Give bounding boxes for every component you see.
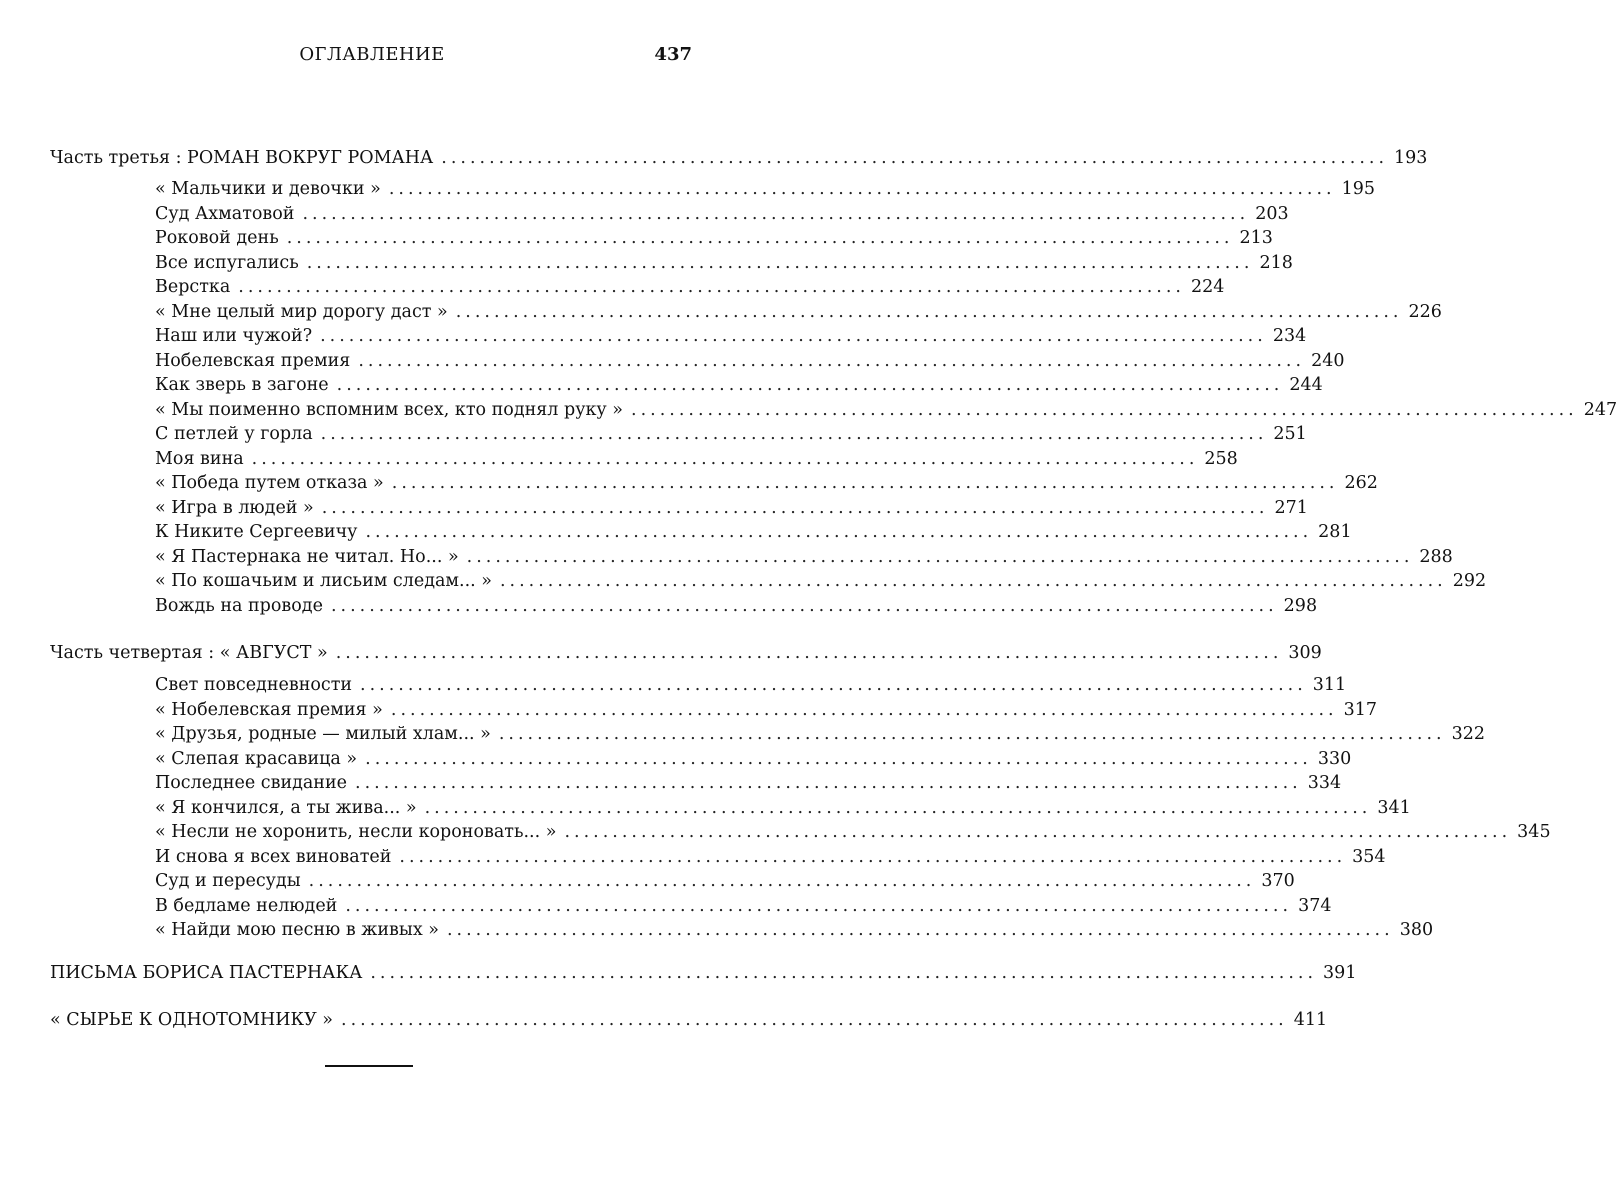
toc-page-number: 195 [1341,179,1375,199]
toc-entry [155,422,1307,446]
toc-entry-title: « Найди мою песню в живых » [155,920,439,940]
dot-leader: ................................................................................................... [399,846,1347,867]
toc-page-number: 247 [1583,399,1617,420]
toc-page-number: 380 [1399,920,1434,940]
toc-entry [155,202,1289,226]
dot-leader: ................................................................................................... [564,822,1512,842]
toc-page-number: 240 [1311,350,1345,371]
toc-entry [155,275,1225,299]
dot-leader: ................................................................................................... [358,350,1306,371]
toc-entry-title: И снова я всех виноватей [155,846,392,867]
toc-page-number: 251 [1273,424,1307,444]
toc-entry-title: Верстка [155,277,231,297]
dot-leader: ................................................................................................... [455,301,1403,322]
toc-page-number: 374 [1298,895,1332,916]
toc-entry-title: « Я кончился, а ты жива... » [155,797,417,818]
closing-rule [325,1065,413,1067]
toc-entry [155,796,1411,820]
toc-page-number: 334 [1307,773,1342,793]
toc-page-number: 193 [1394,148,1428,168]
dot-leader: ................................................................................................... [308,871,1256,891]
toc-entry-title: Нобелевская премия [155,350,351,371]
toc-page-number: 288 [1419,546,1453,567]
toc-entry [155,300,1442,324]
toc-entry [155,349,1345,373]
toc-entry-title: Все испугались [155,252,299,273]
toc-entry-title: Как зверь в загоне [155,375,329,395]
toc-page-number: 298 [1283,595,1318,616]
dot-leader: ................................................................................................... [341,1010,1288,1030]
toc-entry-title: В бедламе нелюдей [155,895,338,916]
toc-entry-title: С петлей у горла [155,424,313,444]
toc-page-number: 370 [1261,871,1295,891]
toc-entry [155,869,1295,893]
toc-page-number: 309 [1288,643,1322,663]
toc-page-number: 218 [1259,252,1293,273]
dot-leader: ................................................................................................... [424,797,1372,818]
toc-entry [155,918,1434,942]
toc-entry [155,520,1352,544]
toc-entry-title: « Нобелевская премия » [155,699,383,720]
toc-page-number: 224 [1191,277,1225,297]
toc-page-number: 354 [1352,846,1386,867]
toc-section-title: « СЫРЬЕ К ОДНОТОМНИКУ » [50,1010,333,1030]
toc-entry [155,771,1342,795]
toc-entry [155,324,1307,348]
toc-page-number: 203 [1255,203,1289,224]
toc-entry [155,698,1377,722]
toc-entry [155,373,1323,397]
dot-leader: ................................................................................................... [466,546,1414,567]
page-title: ОГЛАВЛЕНИЕ [299,44,445,65]
dot-leader: ................................................................................................... [631,399,1578,420]
toc-entry [155,545,1453,569]
toc-entry-title: Последнее свидание [155,773,347,793]
toc-page-number: 317 [1343,699,1377,720]
toc-page-number: 292 [1452,571,1487,591]
dot-leader: ................................................................................................... [360,675,1307,695]
dot-leader: ................................................................................................... [345,895,1293,916]
toc-entry-title: « Несли не хоронить, несли короновать... » [155,822,557,842]
toc-page-number: 322 [1451,724,1485,744]
page-number: 437 [654,44,692,65]
toc-section-raw [50,1008,1328,1032]
toc-entry [155,251,1293,275]
dot-leader: ................................................................................................... [251,448,1199,469]
toc-page-number: 226 [1408,301,1442,322]
toc-page-number: 391 [1323,963,1357,983]
toc-page-number: 271 [1274,497,1308,518]
dot-leader: ................................................................................................... [321,497,1269,518]
toc-page-number: 213 [1239,228,1273,248]
toc-entry [155,496,1308,520]
toc-entry [155,845,1386,869]
toc-entry [155,747,1352,771]
toc-entry [155,177,1375,201]
dot-leader: ................................................................................................... [365,522,1313,542]
dot-leader: ................................................................................................... [441,148,1389,168]
toc-page-number: 244 [1289,375,1323,395]
toc-entry-title: Суд и пересуды [155,871,301,891]
toc-entry-title: « Друзья, родные — милый хлам... » [155,724,491,744]
toc-section-title: ПИСЬМА БОРИСА ПАСТЕРНАКА [50,963,363,983]
dot-leader: ................................................................................................... [320,326,1267,346]
dot-leader: ................................................................................................... [355,773,1302,793]
dot-leader: ................................................................................................... [335,643,1283,663]
toc-entry-title: « Мальчики и девочки » [155,179,381,199]
dot-leader: ................................................................................................... [499,571,1447,591]
toc-page-number: 262 [1344,473,1378,493]
page-header [0,44,744,74]
toc-entry-title: Вождь на проводе [155,595,323,616]
toc-entry-title: « Мы поименно вспомним всех, кто поднял руку » [155,399,623,420]
toc-page-number: 411 [1293,1010,1328,1030]
dot-leader: ................................................................................................... [446,920,1394,940]
toc-section-letters [50,961,1357,985]
dot-leader: ................................................................................................... [390,699,1338,720]
toc-entry-title: « По кошачьим и лисьим следам... » [155,571,492,591]
dot-leader: ................................................................................................... [238,277,1185,297]
toc-entry-title: « Победа путем отказа » [155,473,384,493]
toc-entry-title: « Слепая красавица » [155,748,358,769]
toc-entry [155,894,1332,918]
dot-leader: ................................................................................................... [320,424,1268,444]
toc-page-number: 311 [1312,675,1347,695]
toc-page-number: 258 [1204,448,1238,469]
toc-entry [155,226,1273,250]
toc-part-title: Часть четвертая : « АВГУСТ » [50,643,328,663]
toc-entry-title: « Игра в людей » [155,497,314,518]
toc-entry [155,673,1347,697]
toc-entry-title: « Я Пастернака не читал. Но... » [155,546,459,567]
toc-entry-title: Моя вина [155,448,244,469]
toc-entry-title: Свет повседневности [155,675,353,695]
toc-entry [155,820,1551,844]
toc-page-number: 281 [1318,522,1352,542]
toc-page-number: 330 [1317,748,1352,769]
toc-part-four [50,641,1322,665]
toc-entry [155,398,1617,422]
dot-leader: ................................................................................................... [306,252,1254,273]
dot-leader: ................................................................................................... [286,228,1234,248]
toc-entry-title: Суд Ахматовой [155,203,295,224]
dot-leader: ................................................................................................... [330,595,1278,616]
toc-part-three [50,146,1428,170]
toc-part-title: Часть третья : РОМАН ВОКРУГ РОМАНА [50,148,434,168]
dot-leader: ................................................................................................... [391,473,1339,493]
dot-leader: ................................................................................................... [498,724,1446,744]
toc-entry [155,594,1318,618]
dot-leader: ................................................................................................... [336,375,1284,395]
dot-leader: ................................................................................................... [370,963,1318,983]
dot-leader: ................................................................................................... [302,203,1250,224]
toc-entry-title: Роковой день [155,228,279,248]
dot-leader: ................................................................................................... [365,748,1312,769]
toc-page-number: 234 [1272,326,1307,346]
toc-entry-title: К Никите Сергеевичу [155,522,358,542]
toc-entry-title: Наш или чужой? [155,326,313,346]
toc-page-number: 341 [1377,797,1411,818]
dot-leader: ................................................................................................... [388,179,1336,199]
toc-entry-title: « Мне целый мир дорогу даст » [155,301,448,322]
toc-entry [155,447,1238,471]
toc-entry [155,569,1487,593]
toc-entry [155,722,1485,746]
toc-page-number: 345 [1517,822,1551,842]
toc-entry [155,471,1378,495]
